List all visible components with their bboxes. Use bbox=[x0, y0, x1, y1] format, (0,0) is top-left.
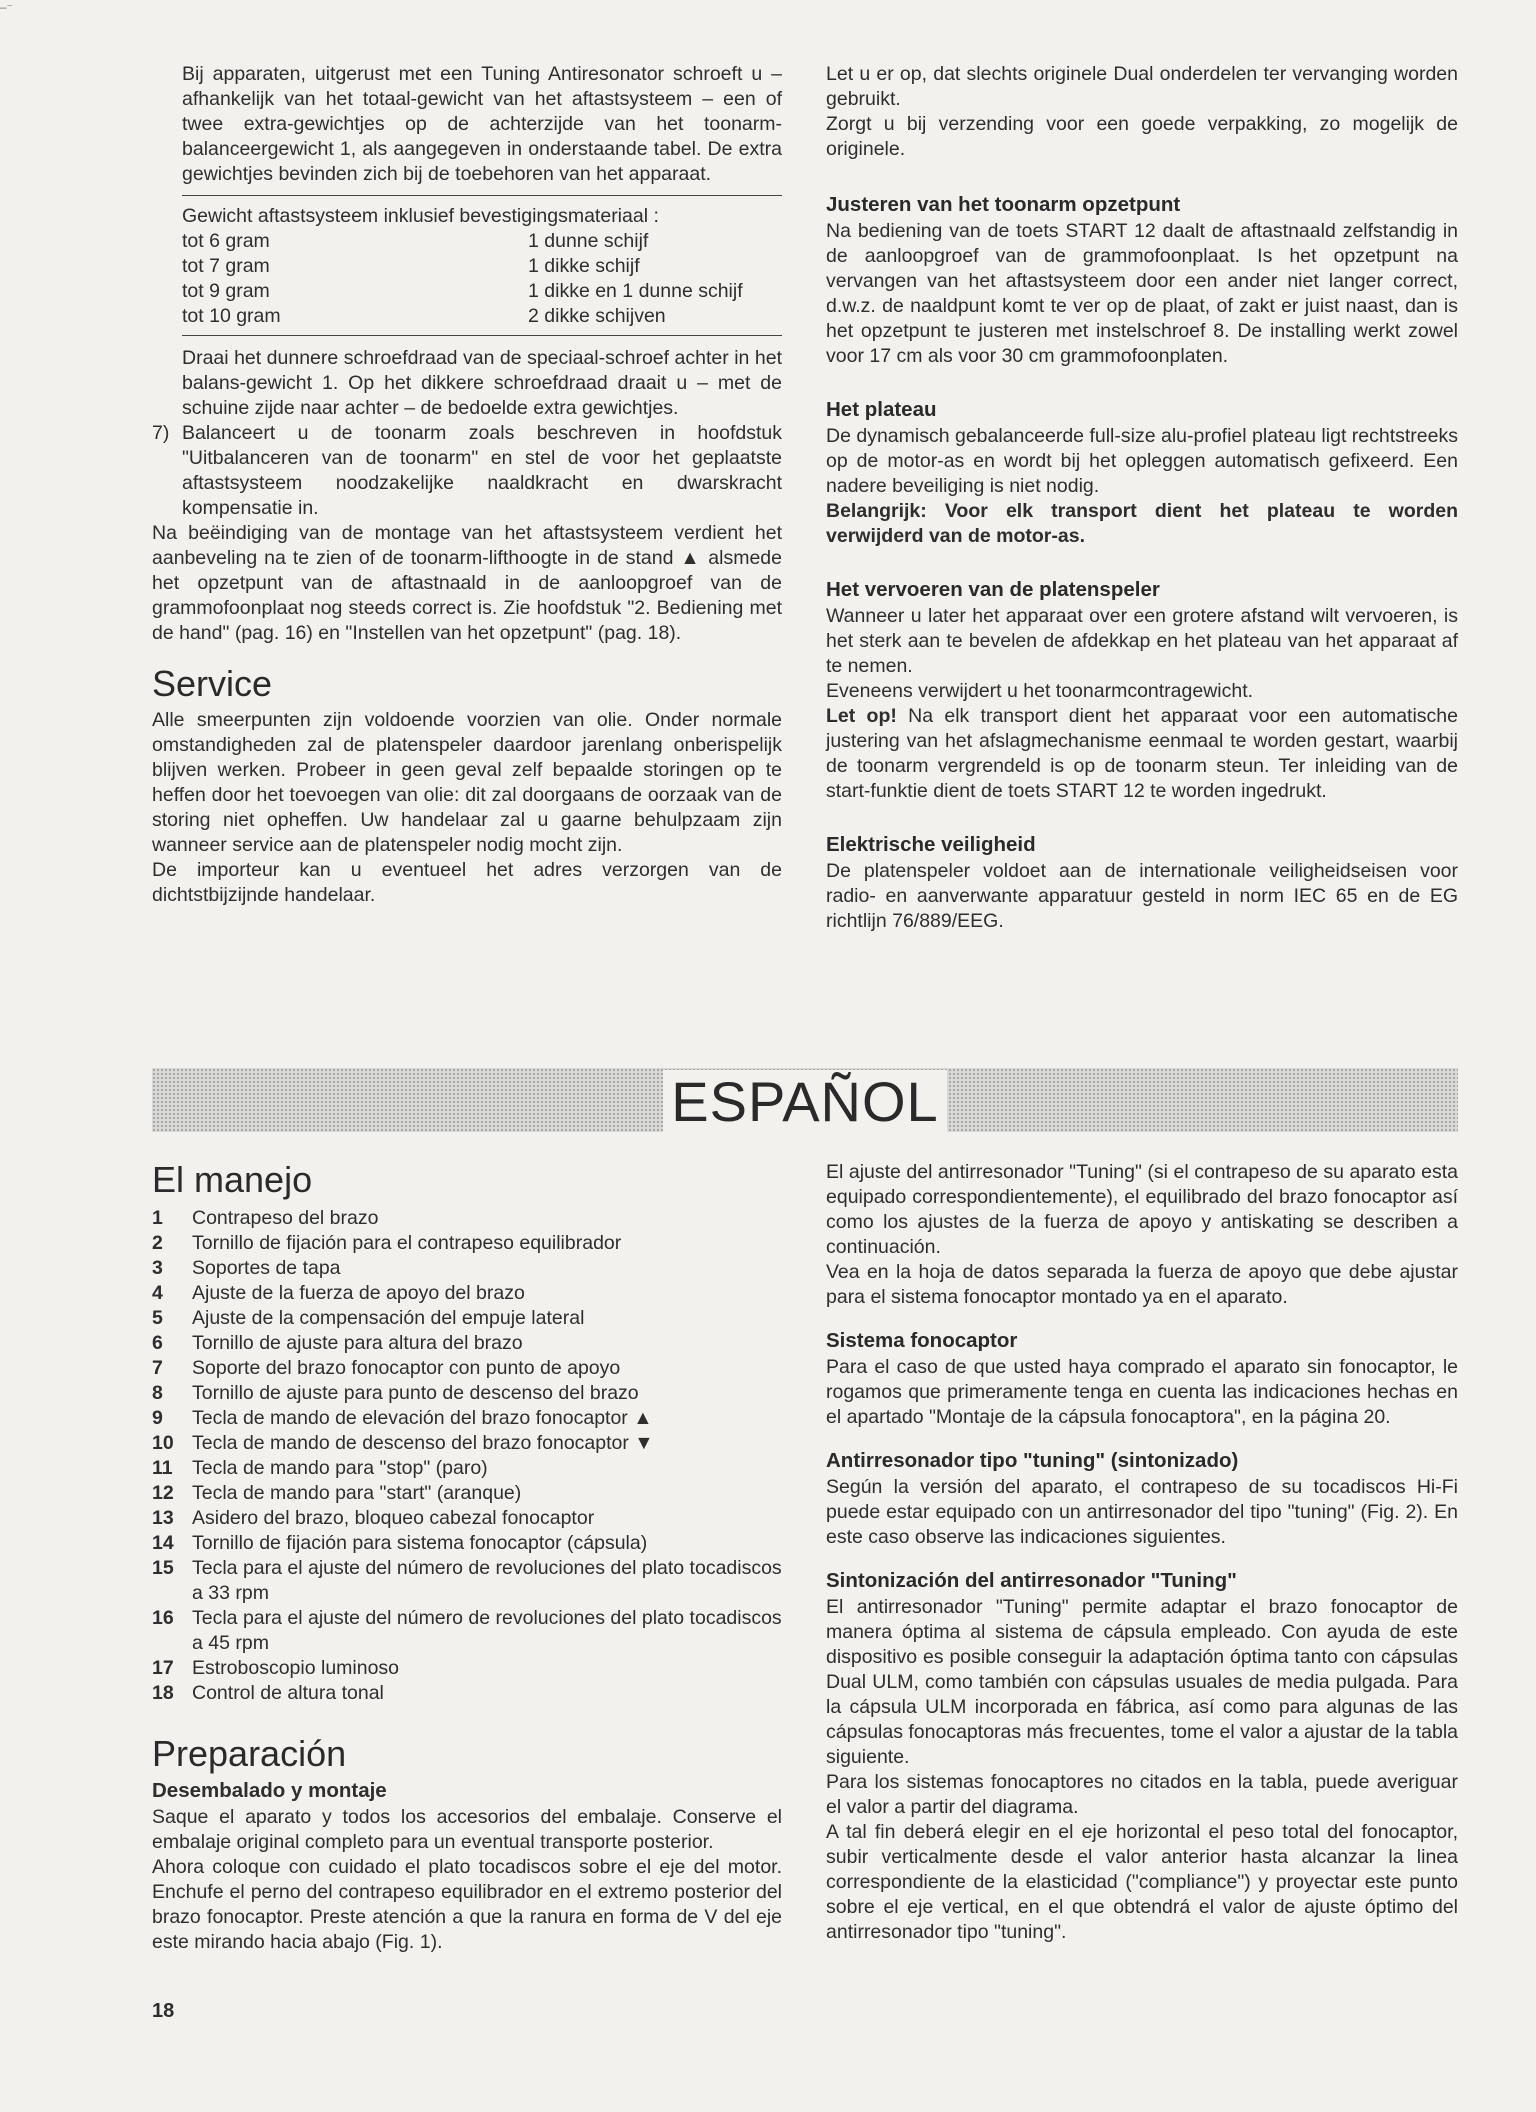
plateau-paragraph: De dynamisch gebalanceerde full-size alu-profiel plateau ligt rechtstreeks op de motor-as en wordt bij het opleggen automatisch gefixeerd. Een nadere beveiliging is niet nodig. bbox=[826, 425, 1458, 497]
item-number: 18 bbox=[152, 1682, 174, 1704]
manejo-heading: El manejo bbox=[152, 1159, 313, 1200]
item-text: Tecla para el ajuste del número de revoluciones del plato tocadiscos a 45 rpm bbox=[192, 1607, 782, 1654]
tuning-heading: Sintonización del antirresonador "Tuning" bbox=[826, 1569, 1237, 1592]
service-paragraph: De importeur kan u eventueel het adres verzorgen van de dichtstbijzijnde handelaar. bbox=[152, 859, 782, 906]
list-item bbox=[152, 1431, 782, 1456]
nl-after-table: Draai het dunnere schroefdraad van de speciaal-schroef achter in het balans-gewicht 1. Op het dikkere schroefdraad draait u – met de schuine zijde naar achter – de bedoelde extra gewichtjes. bbox=[182, 347, 782, 419]
nl-after-mount: Na beëindiging van de montage van het aftastsysteem verdient het aanbeveling na te zien of de toonarm-lifthoogte in de stand ▲ alsmede het opzetpunt van de aftastnaald in de aanloopgroef van de grammofoonplaat nog steeds correct is. Zie hoofdstuk "2. Bediening met de hand" (pag. 16) en "Instellen van het opzetpunt" (pag. 18). bbox=[152, 522, 782, 644]
item-number: 4 bbox=[152, 1282, 163, 1304]
step-number: 7) bbox=[152, 422, 170, 444]
spanish-right-column bbox=[826, 1160, 1458, 1945]
parts-paragraph: Let u er op, dat slechts originele Dual onderdelen ter vervanging worden gebruikt. bbox=[826, 63, 1458, 110]
item-text: Tecla para el ajuste del número de revoluciones del plato tocadiscos a 33 rpm bbox=[192, 1557, 782, 1604]
item-number: 5 bbox=[152, 1307, 163, 1329]
list-item bbox=[152, 1456, 782, 1481]
unpack-heading: Desembalado y montaje bbox=[152, 1779, 387, 1802]
item-number: 2 bbox=[152, 1232, 163, 1254]
item-number: 6 bbox=[152, 1332, 163, 1354]
weight-cell: tot 7 gram bbox=[182, 255, 270, 277]
item-text: Tornillo de fijación para el contrapeso equilibrador bbox=[192, 1232, 622, 1254]
list-item bbox=[152, 1256, 782, 1281]
weight-cell: tot 6 gram bbox=[182, 230, 270, 252]
list-item bbox=[152, 1556, 782, 1606]
transport-note bbox=[826, 704, 1458, 804]
note-text: Na elk transport dient het apparaat voor een automatische justering van het afslagmechanisme eenmaal te worden gestart, waarbij de toonarm vergrendeld is op de toonarm steun. Ter inleiding van de start-funktie dient de toets START 12 te worden ingedrukt. bbox=[826, 705, 1459, 802]
table-row bbox=[182, 254, 782, 279]
language-banner bbox=[152, 1068, 1458, 1132]
transport-paragraph: Eveneens verwijdert u het toonarmcontragewicht. bbox=[826, 680, 1254, 702]
item-text: Soportes de tapa bbox=[192, 1257, 341, 1279]
item-text: Tecla de mando de descenso del brazo fonocaptor ▼ bbox=[192, 1432, 654, 1454]
safety-heading: Elektrische veiligheid bbox=[826, 833, 1036, 856]
list-item bbox=[152, 1206, 782, 1231]
weight-cell: tot 9 gram bbox=[182, 280, 270, 302]
item-number: 8 bbox=[152, 1382, 163, 1404]
list-item bbox=[152, 1306, 782, 1331]
nl-intro: Bij apparaten, uitgerust met een Tuning Antiresonator schroeft u – afhankelijk van het totaal-gewicht van het aftastsysteem – een of twee extra-gewichtjes op de achterzijde van het toonarm-balanceergewicht 1, als aangegeven in onderstaande tabel. De extra gewichtjes bevinden zich bij de toebehoren van het apparaat. bbox=[182, 63, 782, 185]
table-row bbox=[182, 304, 782, 329]
list-item bbox=[152, 1406, 782, 1431]
item-number: 12 bbox=[152, 1482, 174, 1504]
item-number: 13 bbox=[152, 1507, 174, 1529]
table-row bbox=[182, 279, 782, 304]
item-number: 3 bbox=[152, 1257, 163, 1279]
parts-paragraph: Zorgt u bij verzending voor een goede verpakking, zo mogelijk de originele. bbox=[826, 113, 1458, 160]
adjust-paragraph: Na bediening van de toets START 12 daalt de aftastnaald zelfstandig in de aanloopgroef van de grammofoonplaat. Is het opzetpunt na vervangen van het aftastsysteem door een ander niet langer correct, d.w.z. de naaldpunt komt te ver op de plaat, of zakt er juist naast, dan is het opzetpunt te justeren met instelschroef 8. De installing werkt zowel voor 17 cm als voor 30 cm grammofoonplaten. bbox=[826, 220, 1458, 367]
transport-paragraph: Wanneer u later het apparaat over een grotere afstand wilt vervoeren, is het sterk aan te bevelen de afdekkap en het plateau van het apparaat af te nemen. bbox=[826, 605, 1458, 677]
item-text: Soporte del brazo fonocaptor con punto de apoyo bbox=[192, 1357, 621, 1379]
service-heading: Service bbox=[152, 663, 273, 704]
list-item bbox=[152, 1506, 782, 1531]
list-item bbox=[152, 1231, 782, 1256]
list-item bbox=[152, 1681, 782, 1706]
list-item bbox=[152, 1356, 782, 1381]
item-text: Ajuste de la compensación del empuje lateral bbox=[192, 1307, 585, 1329]
dutch-right-column bbox=[826, 62, 1458, 934]
item-number: 16 bbox=[152, 1607, 174, 1629]
table-row bbox=[182, 229, 782, 254]
tuning-intro: El ajuste del antirresonador "Tuning" (si el contrapeso de su aparato esta equipado correspondientemente), el equilibrado del brazo fonocaptor así como los ajustes de la fuerza de apoyo y antiskating se describen a continuación. bbox=[826, 1161, 1458, 1258]
list-item bbox=[152, 1531, 782, 1556]
item-number: 7 bbox=[152, 1357, 163, 1379]
discs-cell: 1 dikke en 1 dunne schijf bbox=[528, 280, 743, 302]
item-text: Tornillo de ajuste para punto de descenso del brazo bbox=[192, 1382, 639, 1404]
discs-cell: 1 dunne schijf bbox=[528, 230, 649, 252]
tuning-paragraph: A tal fin deberá elegir en el eje horizontal el peso total del fonocaptor, subir verticalmente desde el valor anterior hasta alcanzar la linea correspondiente de la elasticidad ("compliance") y proyectar este punto sobre el eje vertical, en el que obtendrá el valor de ajuste óptimo del antirresonador tipo "tuning". bbox=[826, 1821, 1458, 1943]
item-text: Asidero del brazo, bloqueo cabezal fonocaptor bbox=[192, 1507, 595, 1529]
page-number: 18 bbox=[152, 2000, 175, 2022]
preparation-heading: Preparación bbox=[152, 1733, 347, 1774]
item-number: 11 bbox=[152, 1457, 173, 1479]
item-text: Tornillo de fijación para sistema fonocaptor (cápsula) bbox=[192, 1532, 648, 1554]
step-7 bbox=[152, 421, 782, 521]
spanish-left-column bbox=[152, 1160, 782, 1955]
plateau-heading: Het plateau bbox=[826, 398, 937, 421]
antiresonator-heading: Antirresonador tipo "tuning" (sintonizado) bbox=[826, 1449, 1239, 1472]
dutch-left-column bbox=[152, 62, 782, 908]
system-paragraph: Para el caso de que usted haya comprado el aparato sin fonocaptor, le rogamos que primeramente tenga en cuenta las indicaciones hechas en el apartado "Montaje de la cápsula fonocaptora", en la página 20. bbox=[826, 1356, 1458, 1428]
safety-paragraph: De platenspeler voldoet aan de internationale veiligheidseisen voor radio- en aanverwante apparatuur gesteld in norm IEC 65 en de EG richtlijn 76/889/EEG. bbox=[826, 860, 1458, 932]
item-number: 15 bbox=[152, 1557, 174, 1579]
discs-cell: 2 dikke schijven bbox=[528, 305, 666, 327]
item-text: Tornillo de ajuste para altura del brazo bbox=[192, 1332, 523, 1354]
item-number: 9 bbox=[152, 1407, 163, 1429]
tuning-paragraph: El antirresonador "Tuning" permite adaptar el brazo fonocaptor de manera óptima al sistema de cápsula empleado. Con ayuda de este dispositivo es posible conseguir la adaptación óptima tanto con cápsulas Dual ULM, como también con cápsulas usuales de media pulgada. Para la cápsula ULM incorporada en fábrica, así como para algunas de las cápsulas fonocaptoras más frecuentes, tome el valor a ajustar de la tabla siguiente. bbox=[826, 1596, 1458, 1768]
antiresonator-paragraph: Según la versión del aparato, el contrapeso de su tocadiscos Hi-Fi puede estar equipado con un antirresonador del tipo "tuning" (Fig. 2). En este caso observe las indicaciones siguientes. bbox=[826, 1476, 1458, 1548]
list-item bbox=[152, 1281, 782, 1306]
item-text: Ajuste de la fuerza de apoyo del brazo bbox=[192, 1282, 525, 1304]
plateau-note: Belangrijk: Voor elk transport dient het plateau te worden verwijderd van de motor-as. bbox=[826, 500, 1458, 547]
transport-heading: Het vervoeren van de platenspeler bbox=[826, 578, 1160, 601]
banner-title-text: ESPAÑOL bbox=[663, 1070, 946, 1133]
weight-table-caption: Gewicht aftastsysteem inklusief bevestigingsmateriaal : bbox=[182, 205, 659, 227]
step-text: Balanceert u de toonarm zoals beschreven in hoofdstuk "Uitbalanceren van de toonarm" en stel de voor het geplaatste aftastsysteem noodzakelijke naaldkracht en dwarskracht kompensatie in. bbox=[182, 422, 782, 519]
item-text: Control de altura tonal bbox=[192, 1682, 384, 1704]
weight-table bbox=[182, 229, 782, 329]
item-number: 10 bbox=[152, 1432, 174, 1454]
item-number: 14 bbox=[152, 1532, 174, 1554]
banner-title bbox=[152, 1072, 1458, 1132]
item-text: Contrapeso del brazo bbox=[192, 1207, 379, 1229]
adjust-heading: Justeren van het toonarm opzetpunt bbox=[826, 193, 1181, 216]
scan-corner-mark: ‒⁻ bbox=[0, 0, 14, 14]
item-text: Tecla de mando para "start" (aranque) bbox=[192, 1482, 522, 1504]
list-item bbox=[152, 1606, 782, 1656]
system-heading: Sistema fonocaptor bbox=[826, 1329, 1018, 1352]
controls-list bbox=[152, 1206, 782, 1706]
item-text: Tecla de mando para "stop" (paro) bbox=[192, 1457, 488, 1479]
list-item bbox=[152, 1481, 782, 1506]
item-number: 1 bbox=[152, 1207, 163, 1229]
item-text: Estroboscopio luminoso bbox=[192, 1657, 400, 1679]
weight-cell: tot 10 gram bbox=[182, 305, 281, 327]
tuning-paragraph: Para los sistemas fonocaptores no citados en la tabla, puede averiguar el valor a partir del diagrama. bbox=[826, 1771, 1458, 1818]
unpack-paragraph: Saque el aparato y todos los accesorios del embalaje. Conserve el embalaje original completo para un eventual transporte posterior. bbox=[152, 1806, 782, 1853]
list-item bbox=[152, 1381, 782, 1406]
tuning-intro: Vea en la hoja de datos separada la fuerza de apoyo que debe ajustar para el sistema fonocaptor montado ya en el aparato. bbox=[826, 1261, 1458, 1308]
item-text: Tecla de mando de elevación del brazo fonocaptor ▲ bbox=[192, 1407, 653, 1429]
service-paragraph: Alle smeerpunten zijn voldoende voorzien van olie. Onder normale omstandigheden zal de platenspeler daardoor jarenlang onberispelijk blijven werken. Probeer in geen geval zelf bepaalde storingen op te heffen door het toevoegen van olie: dit zal doorgaans de oorzaak van de storing niet opheffen. Uw handelaar zal u gaarne behulpzaam zijn wanneer service aan de platenspeler nodig mocht zijn. bbox=[152, 709, 782, 856]
note-label: Let op! bbox=[826, 705, 897, 727]
list-item bbox=[152, 1331, 782, 1356]
list-item bbox=[152, 1656, 782, 1681]
unpack-paragraph: Ahora coloque con cuidado el plato tocadiscos sobre el eje del motor. Enchufe el perno del contrapeso equilibrador en el extremo posterior del brazo fonocaptor. Preste atención a que la ranura en forma de V del eje este mirando hacia abajo (Fig. 1). bbox=[152, 1856, 782, 1953]
discs-cell: 1 dikke schijf bbox=[528, 255, 640, 277]
table-bottom-rule bbox=[182, 335, 782, 336]
table-top-rule bbox=[182, 195, 782, 196]
item-number: 17 bbox=[152, 1657, 174, 1679]
